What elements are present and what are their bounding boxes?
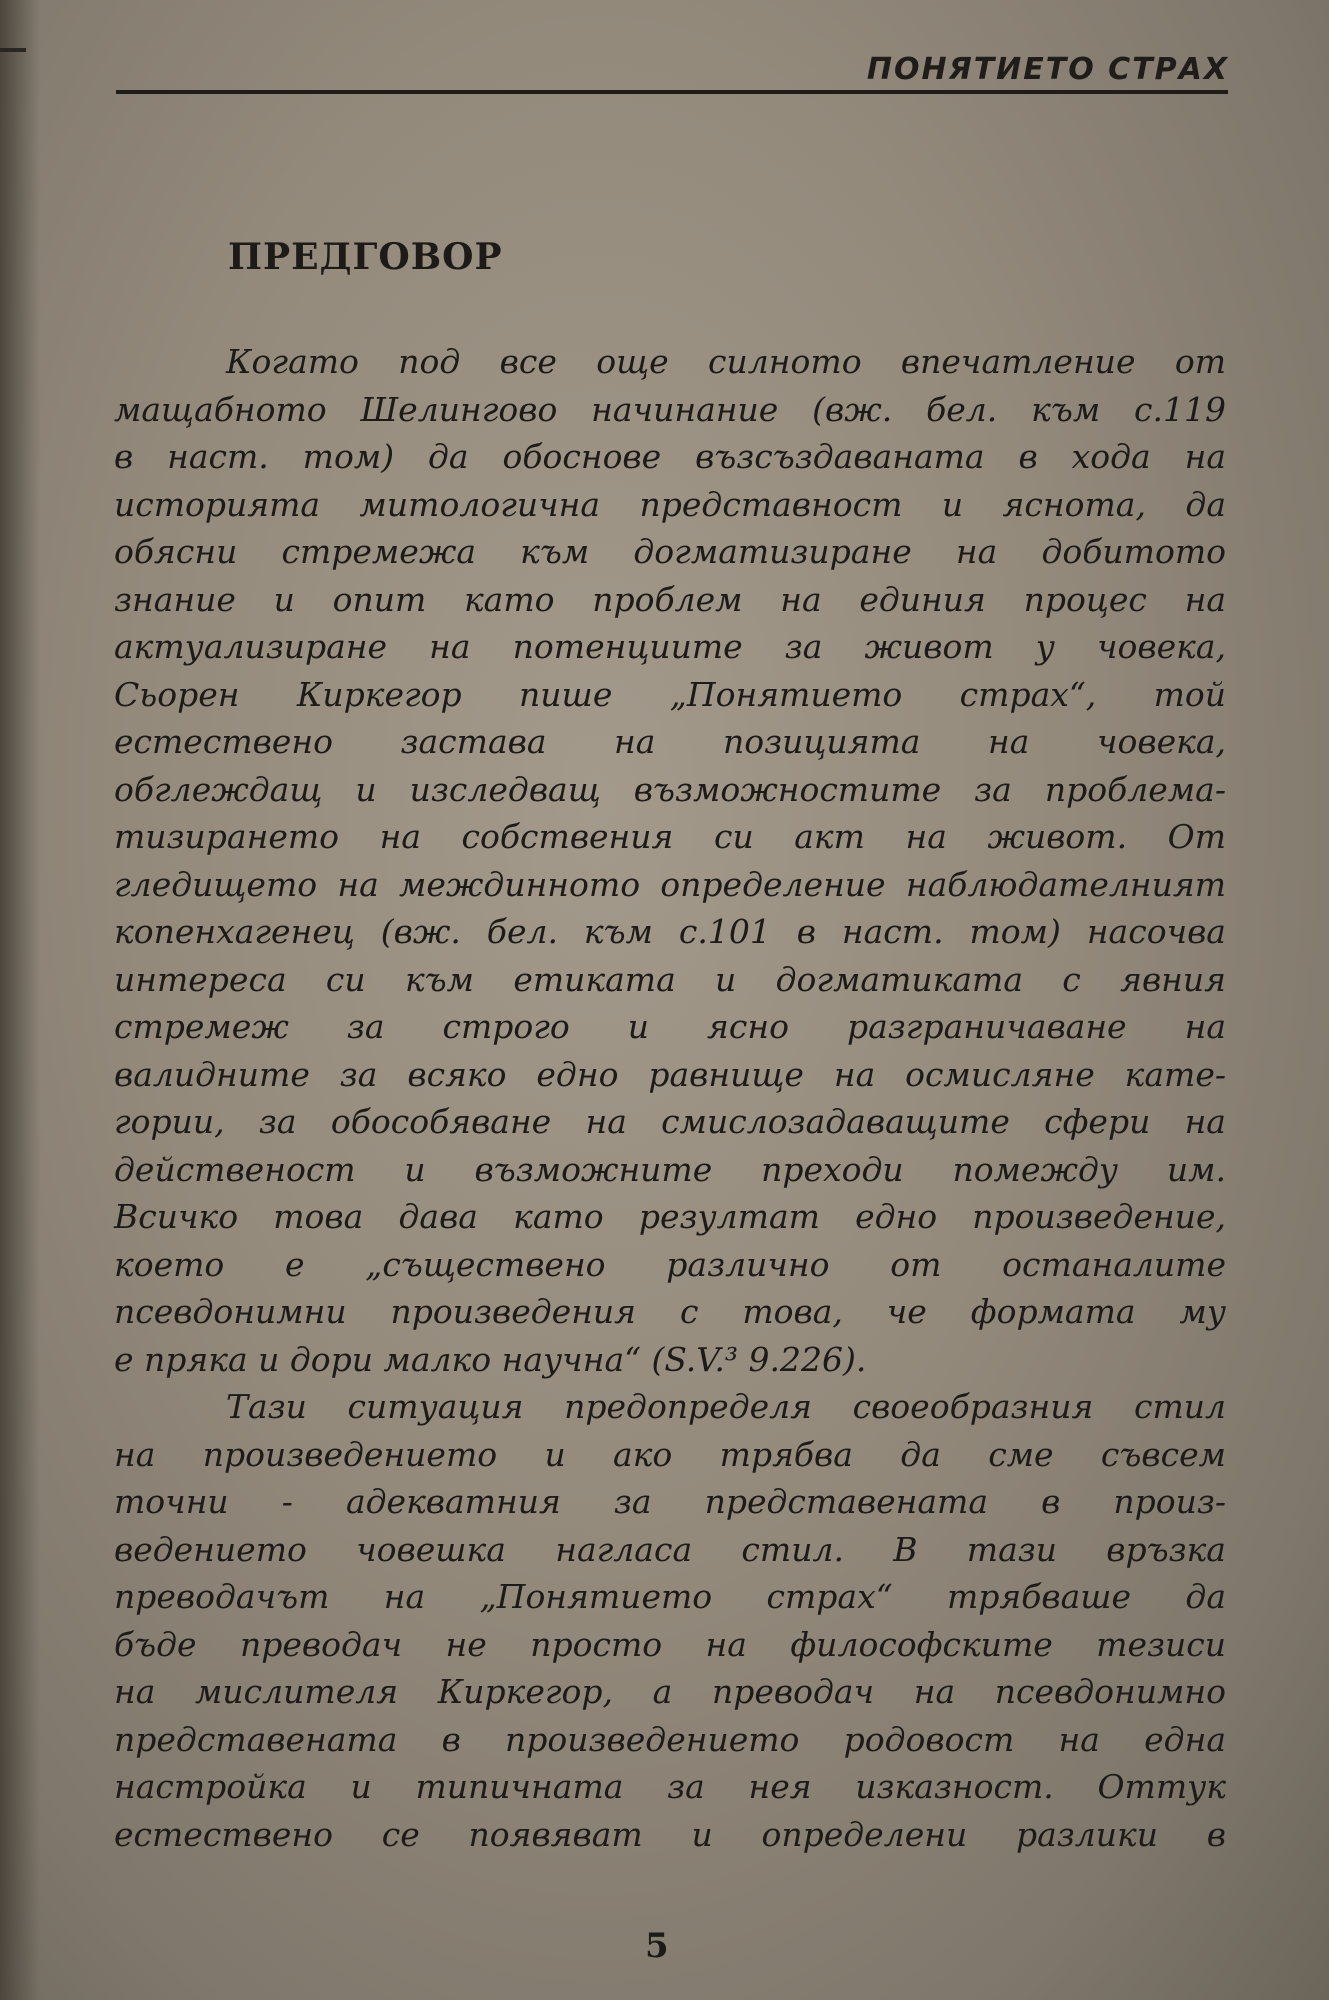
text-line: на мислителя Киркегор, а преводач на псевдонимно (114, 1672, 1226, 1711)
text-line: знание и опит като проблем на единия процес на (114, 579, 1226, 619)
text-line: на произведението и ако трябва да сме съвсем (114, 1434, 1226, 1474)
text-line: тизирането на собствения си акт на живот. От (114, 817, 1226, 856)
paragraph-2 (114, 1383, 1226, 1858)
text-line: историята митологична представност и яснота, да (114, 484, 1226, 524)
text-line: действеност и възможните преходи помежду им. (114, 1149, 1226, 1189)
text-line: обглеждащ и изследващ възможностите за проблема- (114, 769, 1226, 809)
text-line: представената в произведението родовост на една (114, 1719, 1226, 1759)
paragraph-1 (114, 338, 1226, 1383)
body-text (114, 338, 1226, 1858)
text-line: копенхагенец (вж. бел. към с.101 в наст. том) насочва (114, 912, 1226, 951)
text-line: мащабното Шелингово начинание (вж. бел. към с.119 (114, 389, 1226, 429)
text-line: валидните за всяко едно равнище на осмисляне кате- (114, 1054, 1226, 1094)
text-line: настройка и типичната за нея изказност. Оттук (114, 1767, 1226, 1806)
text-line: Когато под все още силното впечатление от (226, 342, 1226, 381)
text-line: стремеж за строго и ясно разграничаване на (114, 1007, 1226, 1046)
chapter-heading: ПРЕДГОВОР (228, 236, 503, 278)
text-line: актуализиране на потенциите за живот у човека, (114, 627, 1226, 666)
text-line: бъде преводач не просто на философските тезиси (114, 1624, 1226, 1664)
text-line: в наст. том) да обоснове възсъздаваната в хода на (114, 437, 1226, 476)
spine-mark (0, 48, 26, 52)
text-line: преводачът на „Понятието страх“ трябваше да (114, 1577, 1226, 1616)
text-line: което е „съществено различно от останалите (114, 1244, 1226, 1284)
text-line: естествено застава на позицията на човека, (114, 722, 1226, 761)
text-line: естествено се появяват и определени разлики в (114, 1814, 1226, 1854)
text-line: интереса си към етиката и догматиката с явния (114, 959, 1226, 999)
text-line: обясни стремежа към догматизиране на добитото (114, 532, 1226, 571)
running-head: ПОНЯТИЕТО СТРАХ (866, 52, 1229, 87)
text-line: ведението човешка нагласа стил. В тази връзка (114, 1529, 1226, 1569)
text-line: е пряка и дори малко научна“ (S.V.³ 9.226). (114, 1339, 867, 1379)
text-line: гледището на междинното определение наблюдателният (114, 864, 1226, 904)
text-line: псевдонимни произведения с това, че формата му (114, 1292, 1226, 1331)
page-number: 5 (645, 1926, 669, 1966)
text-line: гории, за обособяване на смислозадаващите сфери на (114, 1102, 1226, 1141)
spine-shadow (0, 0, 40, 2000)
text-line: точни - адекватния за представената в произ- (114, 1482, 1226, 1521)
header-rule (116, 90, 1228, 94)
text-line: Сьорен Киркегор пише „Понятието страх“, той (114, 674, 1226, 714)
text-line: Тази ситуация предопределя своеобразния стил (226, 1387, 1226, 1426)
text-line: Всичко това дава като резултат едно произведение, (114, 1197, 1226, 1236)
